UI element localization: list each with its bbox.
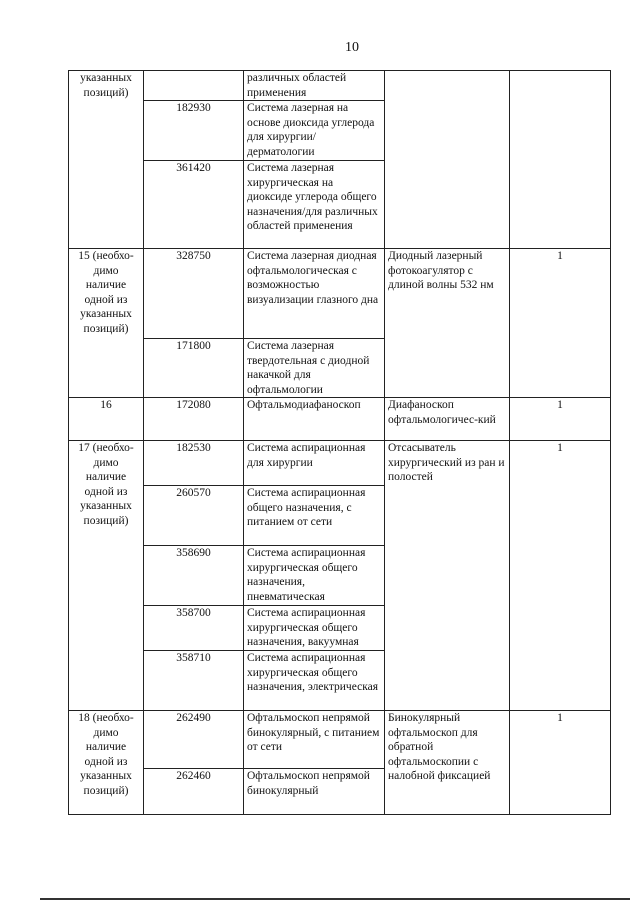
- name-cell: Офтальмоскоп непрямой бинокулярный, с питанием от сети: [244, 711, 385, 769]
- position-cell: 16: [69, 398, 144, 441]
- code-cell: [144, 71, 244, 101]
- position-cell: 18 (необхо-димо наличие одной из указанных позиций): [69, 711, 144, 815]
- position-cell: указанных позиций): [69, 71, 144, 249]
- name-cell: Система аспирационная хирургическая общего назначения, вакуумная: [244, 606, 385, 651]
- table-row: [69, 441, 611, 486]
- quantity-cell: 1: [510, 441, 611, 711]
- code-cell: 328750: [144, 249, 244, 339]
- name-cell: Система лазерная на основе диоксида углерода для хирургии/дерматологии: [244, 101, 385, 161]
- kind-cell: Бинокулярный офтальмоскоп для обратной офтальмоскопии с налобной фиксацией: [385, 711, 510, 815]
- name-cell: Система лазерная твердотельная с диодной накачкой для офтальмологии: [244, 339, 385, 398]
- code-cell: 361420: [144, 161, 244, 249]
- name-cell: Система лазерная диодная офтальмологическая с возможностью визуализации глазного дна: [244, 249, 385, 339]
- quantity-cell: 1: [510, 711, 611, 815]
- code-cell: 262460: [144, 769, 244, 815]
- quantity-cell: [510, 71, 611, 249]
- quantity-cell: 1: [510, 398, 611, 441]
- name-cell: Система аспирационная для хирургии: [244, 441, 385, 486]
- name-cell: Система аспирационная хирургическая общего назначения, пневматическая: [244, 546, 385, 606]
- code-cell: 262490: [144, 711, 244, 769]
- code-cell: 182930: [144, 101, 244, 161]
- name-cell: различных областей применения: [244, 71, 385, 101]
- code-cell: 260570: [144, 486, 244, 546]
- table-row: [69, 71, 611, 101]
- table-row: [69, 398, 611, 441]
- name-cell: Система аспирационная общего назначения, с питанием от сети: [244, 486, 385, 546]
- page-number: 10: [345, 40, 359, 55]
- page-bottom-edge: [40, 898, 630, 904]
- equipment-table: [68, 70, 611, 815]
- kind-cell: Отсасыватель хирургический из ран и полостей: [385, 441, 510, 711]
- code-cell: 358690: [144, 546, 244, 606]
- name-cell: Система лазерная хирургическая на диоксиде углерода общего назначения/для различных областей применения: [244, 161, 385, 249]
- kind-cell: Диафаноскоп офтальмологичес-кий: [385, 398, 510, 441]
- quantity-cell: 1: [510, 249, 611, 398]
- code-cell: 172080: [144, 398, 244, 441]
- code-cell: 182530: [144, 441, 244, 486]
- table-row: [69, 249, 611, 339]
- position-cell: 15 (необхо-димо наличие одной из указанных позиций): [69, 249, 144, 398]
- name-cell: Офтальмоскоп непрямой бинокулярный: [244, 769, 385, 815]
- code-cell: 358700: [144, 606, 244, 651]
- kind-cell: Диодный лазерный фотокоагулятор с длиной волны 532 нм: [385, 249, 510, 398]
- name-cell: Офтальмодиафаноскоп: [244, 398, 385, 441]
- name-cell: Система аспирационная хирургическая общего назначения, электрическая: [244, 651, 385, 711]
- code-cell: 358710: [144, 651, 244, 711]
- table-row: [69, 711, 611, 769]
- code-cell: 171800: [144, 339, 244, 398]
- kind-cell: [385, 71, 510, 249]
- position-cell: 17 (необхо-димо наличие одной из указанных позиций): [69, 441, 144, 711]
